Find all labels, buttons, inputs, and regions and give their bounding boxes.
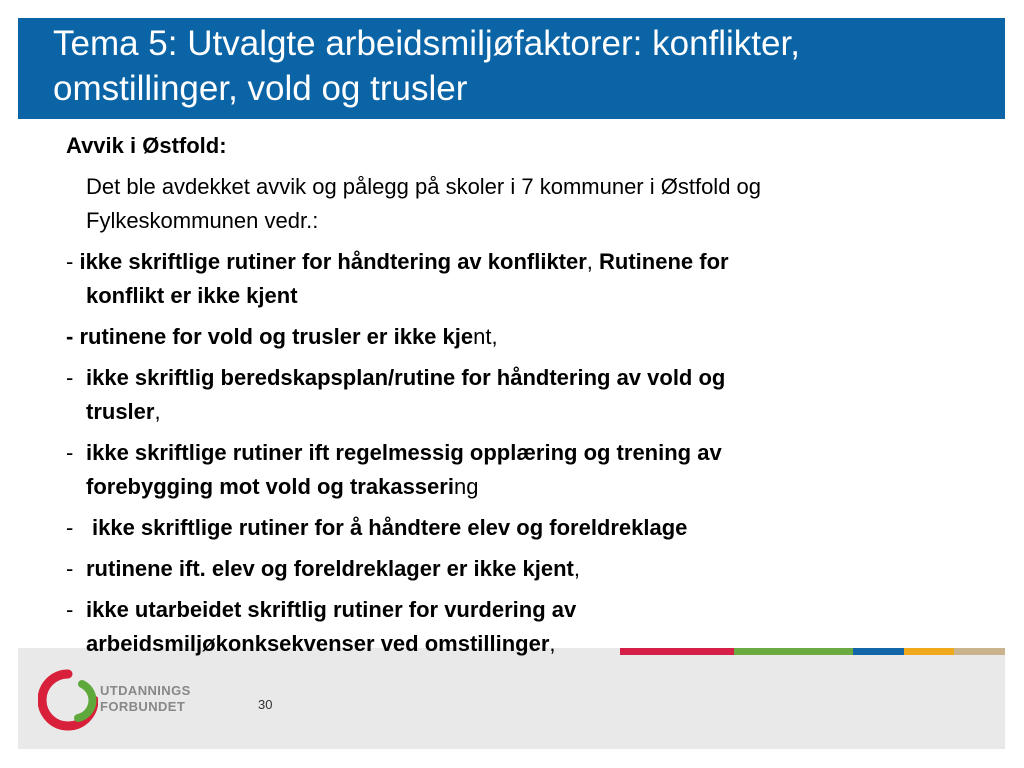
- bullet-dash: -: [66, 365, 74, 390]
- bullet-text-line-2: konflikt er ikke kjent: [86, 283, 298, 308]
- page-number: 30: [258, 697, 273, 712]
- bullet-text-line-2: [86, 395, 161, 429]
- stripe-beige: [954, 648, 1005, 655]
- bullet-text-line-2: [86, 470, 478, 504]
- bullet-dash: -: [66, 556, 74, 581]
- heading: Avvik i Østfold:: [66, 133, 227, 158]
- bullet-text-continued: Rutinene for: [599, 249, 729, 274]
- list-item: [86, 552, 580, 586]
- bullet-text: ikke skriftlige rutiner for håndtering av konflikter: [79, 249, 587, 274]
- stripe-red: [620, 648, 734, 655]
- bullet-text: - rutinene for vold og trusler er ikke kje: [66, 324, 474, 349]
- title-bar: [18, 18, 1005, 119]
- bullet-text-normal: ,: [573, 556, 580, 581]
- bullet-text-normal: ,: [549, 631, 556, 656]
- logo-text-line-1: UTDANNINGS: [100, 683, 191, 698]
- utdanningsforbundet-logo: [38, 668, 208, 732]
- bullet-text: ikke skriftlige rutiner for å håndtere elev og foreldreklage: [92, 515, 688, 540]
- intro-line-1: Det ble avdekket avvik og pålegg på skoler i 7 kommuner i Østfold og: [86, 174, 762, 199]
- bullet-text-normal: ng: [453, 474, 479, 499]
- bullet-text-normal: ,: [154, 399, 161, 424]
- bullet-text-bold: arbeidsmiljøkonksekvenser ved omstillinger: [86, 631, 550, 656]
- bullet-text-normal: nt,: [473, 324, 498, 349]
- bullet-text: ikke skriftlige rutiner ift regelmessig opplæring og trening av: [86, 440, 722, 465]
- bullet-text: ikke utarbeidet skriftlig rutiner for vurdering av: [86, 597, 577, 622]
- stripe-green: [734, 648, 853, 655]
- stripe-yellow: [904, 648, 954, 655]
- bullet-dash: -: [66, 515, 74, 540]
- bullet-dash: -: [66, 597, 74, 622]
- title-line-1: Tema 5: Utvalgte arbeidsmiljøfaktorer: konflikter,: [53, 24, 800, 63]
- bullet-text: ikke skriftlig beredskapsplan/rutine for håndtering av vold og: [86, 365, 726, 390]
- bullet-sep: ,: [586, 249, 600, 274]
- bullet-text-bold: forebygging mot vold og trakasseri: [86, 474, 454, 499]
- slide: [18, 18, 1005, 749]
- list-item: [66, 320, 498, 354]
- intro-line-2: Fylkeskommunen vedr.:: [86, 208, 319, 233]
- list-item: [66, 245, 729, 279]
- logo-text-line-2: FORBUNDET: [100, 699, 186, 714]
- title-line-2: omstillinger, vold og trusler: [53, 69, 468, 108]
- bullet-dash: -: [66, 440, 74, 465]
- stripe-blue: [853, 648, 904, 655]
- slide-title: [53, 21, 993, 111]
- bullet-text-line-2: [86, 627, 556, 661]
- logo-text: [100, 683, 191, 715]
- bullet-text-bold: trusler: [86, 399, 155, 424]
- bullet-dash: -: [66, 249, 80, 274]
- logo-ring-icon: [38, 668, 98, 732]
- bullet-text: rutinene ift. elev og foreldreklager er ikke kjent: [86, 556, 574, 581]
